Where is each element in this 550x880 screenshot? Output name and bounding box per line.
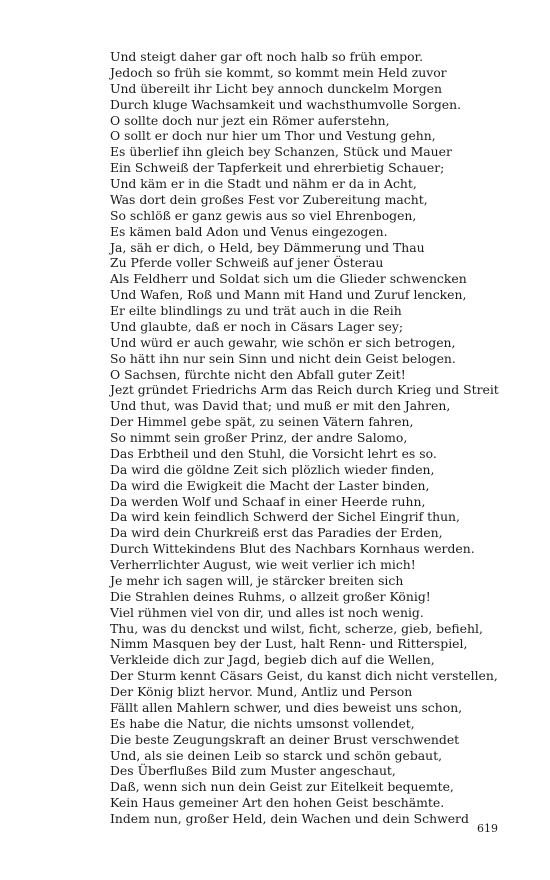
poem-line: Durch Wittekindens Blut des Nachbars Kornhaus werden.: [110, 541, 475, 557]
poem-line: Der Himmel gebe spät, zu seinen Vätern fahren,: [110, 414, 414, 430]
poem-line: Daß, wenn sich nun dein Geist zur Eitelkeit bequemte,: [110, 779, 454, 795]
poem-line: Und übereilt ihr Licht bey annoch dunckelm Morgen: [110, 80, 442, 96]
poem-line: Viel rühmen viel von dir, und alles ist noch wenig.: [110, 604, 424, 620]
poem-line: Verherrlichter August, wie weit verlier ich mich!: [110, 557, 416, 572]
poem-line: Da wird dein Churkreiß erst das Paradies der Erden,: [110, 525, 443, 541]
poem-line: Je mehr ich sagen will, je stärcker breiten sich: [110, 572, 404, 588]
poem-line: So schlöß er ganz gewis aus so viel Ehrenbogen,: [110, 207, 417, 223]
poem-line: Da wird kein feindlich Schwerd der Sichel Eingrif thun,: [110, 509, 460, 525]
poem-line: Der König blizt hervor. Mund, Antliz und Person: [110, 684, 413, 699]
poem-line: Ein Schweiß der Tapferkeit und ehrerbietig Schauer;: [110, 160, 445, 176]
poem-line: Es kämen bald Adon und Venus eingezogen.: [110, 223, 388, 239]
page-number: 619: [477, 822, 498, 835]
poem-line: Es überlief ihn gleich bey Schanzen, Stück und Mauer: [110, 144, 452, 160]
poem-line: Es habe die Natur, die nichts umsonst vollendet,: [110, 715, 415, 731]
poem-line: Kein Haus gemeiner Art den hohen Geist beschämte.: [110, 795, 445, 811]
poem-line: Da wird die göldne Zeit sich plözlich wieder finden,: [110, 461, 435, 477]
poem-line: O sollt er doch nur hier um Thor und Vestung gehn,: [110, 128, 436, 144]
poem-line: Und käm er in die Stadt und nähm er da in Acht,: [110, 176, 417, 191]
poem-line: Und würd er auch gewahr, wie schön er sich betrogen,: [110, 334, 456, 350]
poem-line: Das Erbtheil und den Stuhl, die Vorsicht lehrt es so.: [110, 445, 437, 461]
poem-line: Zu Pferde voller Schweiß auf jener Österau: [110, 255, 384, 271]
poem-line: Da wird die Ewigkeit die Macht der Laster binden,: [110, 477, 430, 493]
poem-line: Verkleide dich zur Jagd, begieb dich auf die Wellen,: [110, 652, 435, 668]
poem-line: Thu, was du denckst und wilst, ficht, scherze, gieb, befiehl,: [110, 620, 483, 636]
poem-line: Die Strahlen deines Ruhms, o allzeit großer König!: [110, 588, 431, 604]
poem-line: Nimm Masquen bey der Lust, halt Renn- und Ritterspiel,: [110, 636, 468, 652]
poem-line: Des Überflußes Bild zum Muster angeschaut,: [110, 763, 396, 779]
poem-line: O sollte doch nur jezt ein Römer auferstehn,: [110, 112, 390, 128]
poem-line: Ja, säh er dich, o Held, bey Dämmerung und Thau: [110, 239, 425, 255]
poem-line: Der Sturm kennt Cäsars Geist, du kanst dich nicht verstellen,: [110, 668, 498, 684]
poem-line: Er eilte blindlings zu und trät auch in die Reih: [110, 303, 402, 318]
poem-line: So hätt ihn nur sein Sinn und nicht dein Geist belogen.: [110, 350, 456, 366]
poem-line: Und Wafen, Roß und Mann mit Hand und Zuruf lencken,: [110, 287, 467, 303]
poem-line: Jedoch so früh sie kommt, so kommt mein Held zuvor: [110, 64, 447, 80]
poem-line: Jezt gründet Friedrichs Arm das Reich durch Krieg und Streit: [110, 382, 499, 398]
poem-line: So nimmt sein großer Prinz, der andre Salomo,: [110, 430, 408, 445]
poem-line: Durch kluge Wachsamkeit und wachsthumvolle Sorgen.: [110, 96, 462, 112]
poem-line: Und thut, was David that; und muß er mit den Jahren,: [110, 398, 451, 414]
poem-line: Und steigt daher gar oft noch halb so früh empor.: [110, 49, 424, 64]
poem-line: Die beste Zeugungskraft an deiner Brust verschwendet: [110, 731, 460, 747]
poem-line: O Sachsen, fürchte nicht den Abfall guter Zeit!: [110, 366, 406, 382]
poem-line: Fällt allen Mahlern schwer, und dies beweist uns schon,: [110, 699, 463, 715]
poem-line: Was dort dein großes Fest vor Zubereitung macht,: [110, 191, 428, 207]
poem-line: Da werden Wolf und Schaaf in einer Heerde ruhn,: [110, 493, 426, 509]
poem-text: [110, 49, 499, 827]
poem-line: Und, als sie deinen Leib so starck und schön gebaut,: [110, 747, 443, 763]
poem-line: Und glaubte, daß er noch in Cäsars Lager sey;: [110, 318, 404, 334]
poem-line: Als Feldherr und Soldat sich um die Glieder schwencken: [110, 271, 467, 287]
poem-line: Indem nun, großer Held, dein Wachen und dein Schwerd: [110, 811, 469, 826]
